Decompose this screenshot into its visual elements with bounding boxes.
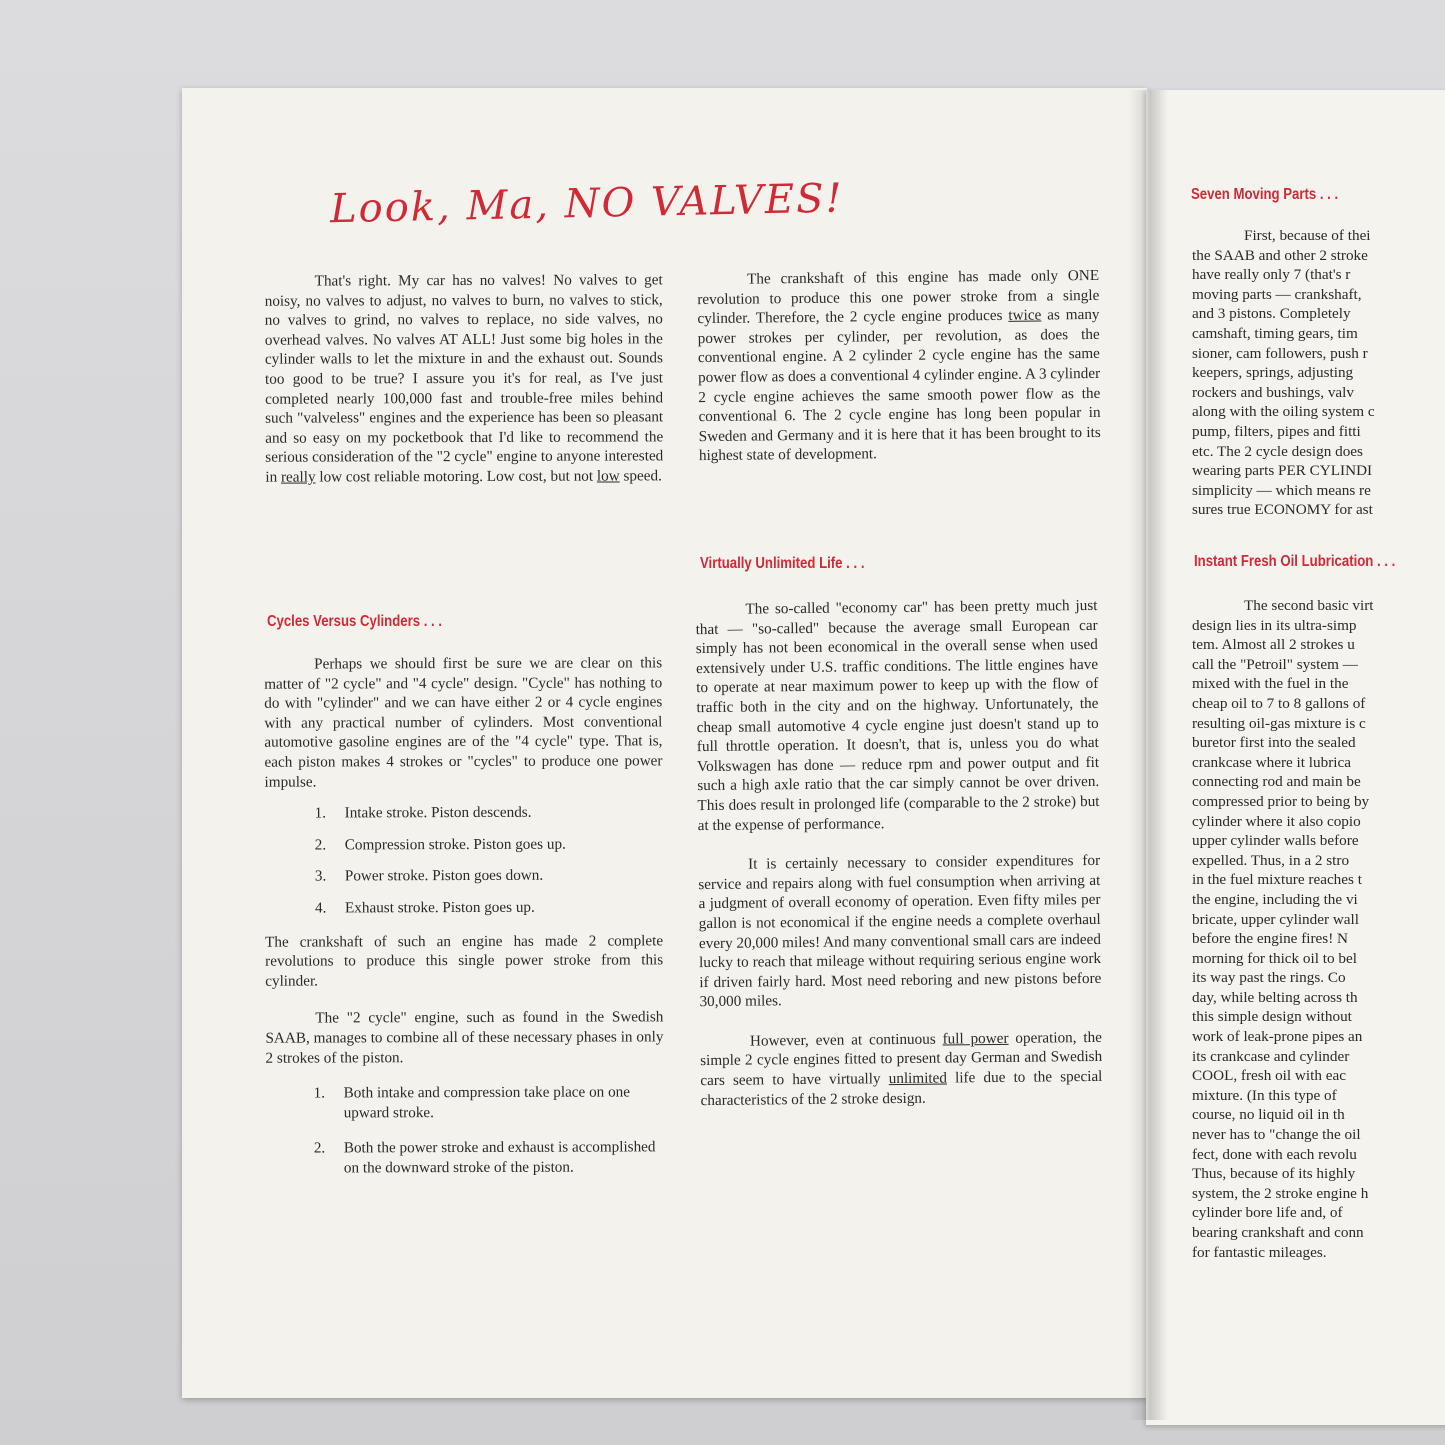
paragraph: Perhaps we should first be sure we are clear on this matter of "2 cycle" and "4 cycle" design. "Cycle" has nothing to do with "cylinder" and we can have either 2 or 4 cycle engines with any practical number of cylinders. Most conventional automotive gasoline engines are of the "4 cycle" type. That is, each piston makes 4 strokes or "cycles" to produce one power impulse. — [264, 654, 663, 791]
paragraph: The "2 cycle" engine, such as found in the Swedish SAAB, manages to combine all of these necessary phases in only 2 strokes of the piston. — [265, 1008, 664, 1067]
text-line: crankcase where it lubrica — [1192, 753, 1351, 771]
text-line: bearing crankshaft and conn — [1192, 1224, 1364, 1241]
text-line: in the fuel mixture reaches t — [1192, 871, 1362, 889]
section-heading-moving-parts: Seven Moving Parts . . . — [1191, 186, 1339, 203]
two-cycle-list — [266, 1082, 664, 1178]
text-line: cheap oil to 7 to 8 gallons of — [1192, 694, 1366, 712]
text-line: morning for thick oil to bel — [1192, 949, 1357, 967]
column-1 — [265, 270, 664, 487]
text-line: expelled. Thus, in a 2 stro — [1192, 851, 1350, 869]
intro-paragraph: That's right. My car has no valves! No valves to get noisy, no valves to adjust, no valves to burn, no valves to stick, no valves to grind, no valves to replace, no side valves, no overhead valves. No valves AT ALL! Just some big holes in the cylinder walls to let the mixture in and the exhaust out. Sounds too good to be true? I assure you it's for real, as I've just completed nearly 100,000 fast and trouble-free miles behind such "valveless" engines and the experience has been so pleasant and so easy on my pocketbook that I'd like to recommend the serious consideration of the "2 cycle" engine to anyone interested in really low cost reliable motoring. Low cost, but not low speed. — [264, 271, 664, 486]
underlined-word: full power — [942, 1029, 1009, 1048]
text-line: Thus, because of its highly — [1192, 1165, 1356, 1183]
text-line: course, no liquid oil in th — [1192, 1106, 1345, 1124]
text-line: the engine, including the vi — [1192, 890, 1358, 908]
text-line: camshaft, timing gears, tim — [1192, 324, 1358, 342]
text-line: wearing parts PER CYLINDI — [1192, 462, 1373, 480]
section-heading-cycles: Cycles Versus Cylinders . . . — [267, 613, 443, 630]
text-line: First, because of thei — [1244, 227, 1371, 244]
text-line: system, the 2 stroke engine h — [1192, 1184, 1369, 1202]
paragraph: However, even at continuous full power operation, the simple 2 cycle engines fitted to present day German and Swedish cars seem to have virtually unlimited life due to the special characteristics of the 2 stroke design. — [700, 1028, 1103, 1109]
text-line: its way past the rings. Co — [1192, 969, 1346, 987]
page-gutter — [1128, 90, 1168, 1420]
underlined-word: unlimited — [888, 1069, 948, 1088]
text-line: COOL, fresh oil with eac — [1192, 1067, 1346, 1085]
column-3 — [1192, 226, 1445, 520]
column-2-cont — [695, 596, 1102, 1110]
column-1-cont — [264, 653, 664, 1178]
list-item: 1. Intake stroke. Piston descends. — [314, 803, 532, 822]
list-item: 3. Power stroke. Piston goes down. — [314, 867, 544, 885]
column-2 — [697, 266, 1101, 466]
text-line: The second basic virt — [1244, 597, 1374, 614]
text-line: day, while belting across th — [1192, 988, 1358, 1006]
text-line: cylinder bore life and, of — [1192, 1204, 1343, 1222]
text-line: along with the oiling system c — [1192, 403, 1375, 421]
paragraph: The crankshaft of this engine has made only ONE revolution to produce this one power stroke from a single cylinder. Therefore, the 2 cycle engine produces twice as many power strokes per cylinder, per revolution, as does the conventional engine. A 2 cylinder 2 cycle engine has the same power flow as does a conventional 4 cylinder engine. A 3 cylinder 2 cycle engine achieves the same smooth power flow as the conventional 6. The 2 cycle engine has long been popular in Sweden and Germany and it is here that it has been brought to its highest state of development. — [697, 266, 1101, 465]
text-line: never has to "change the oil — [1192, 1126, 1361, 1144]
paragraph: The so-called "economy car" has been pretty much just that — "so-called" because the average small European car simply has not been economical in the overall sense when used extensively under U.S. traffic conditions. The little engines have to operate at near maximum power to keep up with the flow of traffic both in the city and on the highway. Unfortunately, the cheap small automotive 4 cycle engine just doesn't stand up to full throttle operation. It doesn't, that is, unless you do what Volkswagen has done — reduce rpm and power output and fit such a high axle ratio that the car simply cannot be over driven. This does result in prolonged life (comparable to the 2 stroke) but at the expense of performance. — [695, 596, 1100, 834]
text-line: work of leak-prone pipes an — [1192, 1028, 1363, 1046]
text-line: moving parts — crankshaft, — [1192, 285, 1362, 303]
text-line: the SAAB and other 2 stroke — [1192, 246, 1368, 264]
list-item: 2. Compression stroke. Piston goes up. — [314, 835, 566, 854]
paragraph: It is certainly necessary to consider expenditures for service and repairs along with fuel consumption when arriving at a judgment of overall economy of operation. Even fifty miles per gallon is not economical if the engine needs a complete overhaul every 20,000 miles! And many conventional small cars are indeed lucky to reach that mileage without requiring serious engine work if driven fairly hard. Most need reboring and new pistons before 30,000 miles. — [698, 852, 1102, 1011]
text-line: this simple design without — [1192, 1008, 1352, 1026]
text-line: cylinder where it also copio — [1192, 812, 1361, 830]
text-line: bricate, upper cylinder wall — [1192, 910, 1359, 928]
text-line: keepers, springs, adjusting — [1192, 364, 1354, 382]
list-item: 1. Both intake and compression take place on one upward stroke. — [313, 1083, 631, 1122]
section-heading-lubrication: Instant Fresh Oil Lubrication . . . — [1194, 553, 1396, 570]
text-line: design lies in its ultra-simp — [1192, 616, 1357, 634]
text-line: mixture. (In this type of — [1192, 1086, 1337, 1104]
text-line: sioner, cam followers, push r — [1192, 344, 1368, 362]
underlined-word: really — [280, 468, 316, 486]
text-line: rockers and bushings, valv — [1192, 383, 1354, 401]
cropped-lines-2 — [1192, 596, 1445, 1262]
text-line: call the "Petroil" system — — [1192, 655, 1358, 673]
text-line: simplicity — which means re — [1192, 481, 1371, 499]
paragraph: The crankshaft of such an engine has made 2 complete revolutions to produce this single power stroke from this cylinder. — [265, 931, 664, 990]
text-line: mixed with the fuel in the — [1192, 675, 1349, 693]
text-line: have really only 7 (that's r — [1192, 266, 1351, 284]
text-line: upper cylinder walls before — [1192, 832, 1359, 850]
four-cycle-list — [265, 802, 663, 918]
section-heading-life: Virtually Unlimited Life . . . — [700, 555, 865, 572]
text-line: sures true ECONOMY for ast — [1192, 501, 1373, 519]
list-item: 2. Both the power stroke and exhaust is accomplished on the downward stroke of the piston. — [313, 1138, 656, 1177]
text-line: and 3 pistons. Completely — [1192, 305, 1351, 323]
text-line: resulting oil-gas mixture is c — [1192, 714, 1366, 732]
text-line: fect, done with each revolu — [1192, 1145, 1357, 1163]
column-3-cont — [1192, 596, 1445, 1262]
list-item: 4. Exhaust stroke. Piston goes up. — [314, 898, 535, 917]
text-line: for fantastic mileages. — [1192, 1243, 1327, 1261]
text-line: before the engine fires! N — [1192, 930, 1349, 948]
text-line: its crankcase and cylinder — [1192, 1047, 1350, 1065]
text-line: compressed prior to being by — [1192, 792, 1370, 810]
text-line: pump, filters, pipes and fitti — [1192, 422, 1361, 440]
text-line: tem. Almost all 2 strokes u — [1192, 636, 1355, 654]
page-title: Look, Ma, NO VALVES! — [329, 175, 845, 233]
text-line: connecting rod and main be — [1192, 773, 1361, 791]
underlined-word: twice — [1008, 306, 1042, 325]
text-line: etc. The 2 cycle design does — [1192, 442, 1363, 460]
underlined-word: low — [596, 467, 620, 485]
text-line: buretor first into the sealed — [1192, 734, 1356, 752]
cropped-lines-1 — [1192, 226, 1445, 520]
